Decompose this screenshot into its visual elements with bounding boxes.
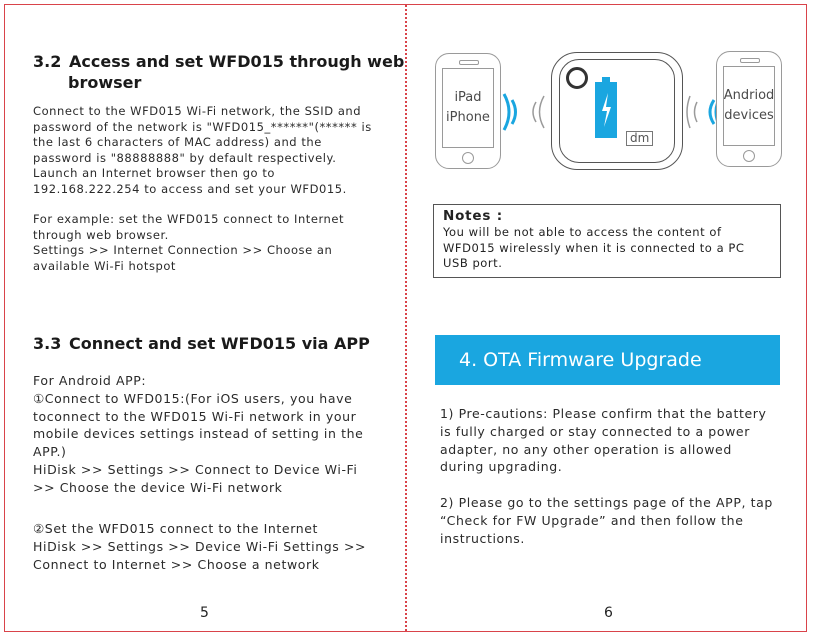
- notes-body: You will be not able to access the content of WFD015 wirelessly when it is connected to a PC USB port.: [443, 225, 745, 270]
- home-button-icon: [743, 150, 755, 162]
- section-3-3-android: For Android APP: ①Connect to WFD015:(For iOS users, you have toconnect to the WFD015 Wi-Fi network in your mobile devices settings instead of setting in the APP.) HiDisk >> Settings >> Connect to Device Wi-Fi >> Choose the device Wi-Fi network: [33, 373, 364, 495]
- device-label: iPad iPhone: [442, 68, 494, 148]
- speaker-icon: [740, 58, 760, 63]
- section-number: 3.3: [33, 334, 62, 353]
- section-title: Connect and set WFD015 via APP: [69, 334, 370, 353]
- section-3-3-internet: ②Set the WFD015 connect to the Internet HiDisk >> Settings >> Device Wi-Fi Settings >> Connect to Internet >> Choose a network: [33, 521, 367, 572]
- section-4-banner: 4. OTA Firmware Upgrade: [435, 335, 780, 385]
- speaker-icon: [459, 60, 479, 65]
- device-label: Andriod devices: [723, 66, 775, 146]
- hub-lens-icon: [566, 67, 588, 89]
- notes-title: Notes :: [443, 208, 503, 224]
- iphone-device-icon: [435, 53, 501, 169]
- section-3-2-paragraph: Connect to the WFD015 Wi-Fi network, the SSID and password of the network is "WFD015_******"(****** is the last 6 characters of MAC address) and the password is "88888888" by default respectively. Launch an Internet browser then go to 192.168.222.254 to access and set your WFD015.: [33, 104, 372, 196]
- section-3-2-heading: [33, 51, 404, 93]
- section-3-2-example: For example: set the WFD015 connect to Internet through web browser. Settings >> Internet Connection >> Choose an available Wi-Fi hotspot: [33, 212, 345, 273]
- page-number: 6: [604, 605, 613, 621]
- section-4-precautions: 1) Pre-cautions: Please confirm that the battery is fully charged or stay connected to a power adapter, no any other operation is allowed during upgrading.: [440, 406, 767, 475]
- section-title: Access and set WFD015 through web: [69, 52, 405, 71]
- left-page: [0, 0, 405, 637]
- battery-icon: [594, 77, 618, 139]
- wifi-signal-left-icon: [500, 82, 550, 142]
- section-number: 3.2: [33, 52, 62, 71]
- section-4-settings: 2) Please go to the settings page of the APP, tap “Check for FW Upgrade” and then follow the instructions.: [440, 495, 773, 546]
- section-3-3-heading: [33, 333, 370, 354]
- page-number: 5: [200, 605, 209, 621]
- home-button-icon: [462, 152, 474, 164]
- dm-logo: dm: [626, 131, 653, 146]
- android-device-icon: [716, 51, 782, 167]
- wifi-hub-device: [551, 52, 683, 170]
- notes-box: [433, 204, 781, 278]
- section-title-cont: browser: [68, 73, 142, 92]
